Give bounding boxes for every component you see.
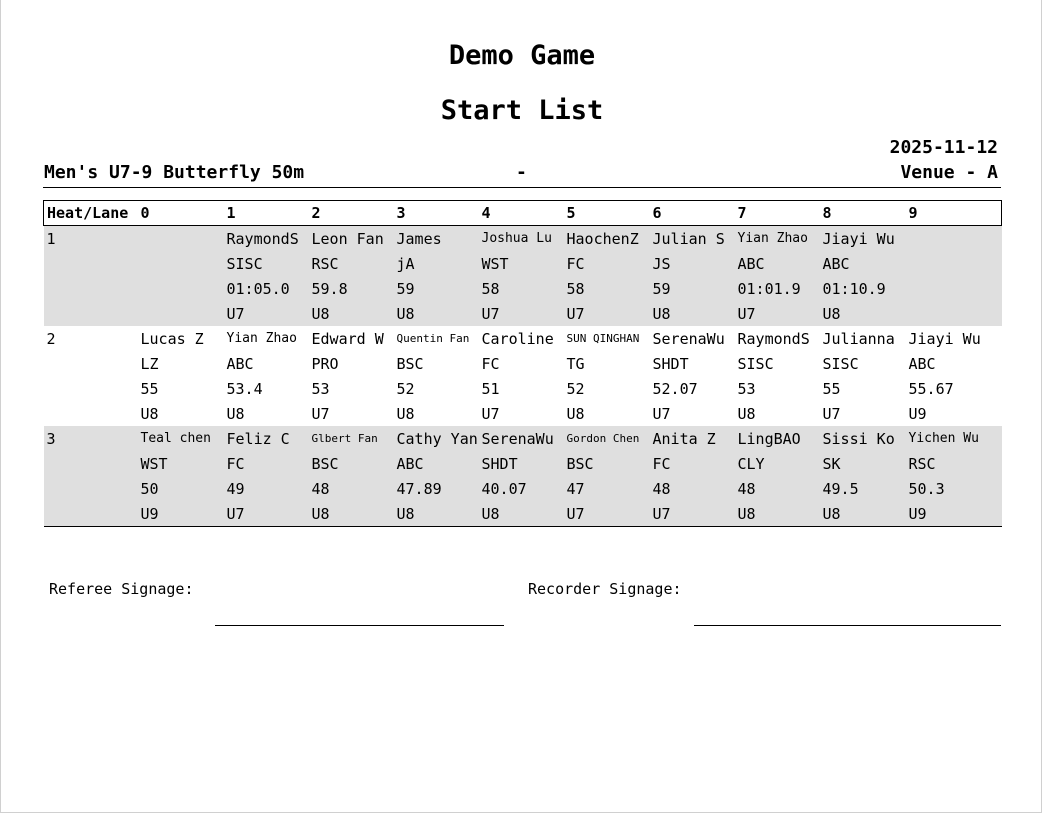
- age-group: U7: [564, 501, 650, 527]
- age-group: U9: [138, 501, 224, 527]
- entry-time: 53.4: [226, 379, 263, 398]
- swimmer-name: [906, 226, 1002, 252]
- heat-row: [44, 376, 1002, 401]
- age-group: U7: [481, 404, 500, 423]
- entry-time: 50: [138, 476, 224, 501]
- entry-time: 01:01.9: [735, 276, 820, 301]
- entry-time: 55: [140, 379, 159, 398]
- heat-number: 2: [46, 329, 56, 348]
- entry-time: 53: [311, 379, 330, 398]
- age-group: U7: [822, 404, 841, 423]
- age-group: U8: [394, 301, 479, 326]
- age-group: U8: [394, 501, 479, 527]
- age-group: [138, 301, 224, 326]
- swimmer-name: HaochenZ: [564, 226, 650, 252]
- game-title: Demo Game: [448, 40, 596, 71]
- club-code: SHDT: [652, 354, 689, 373]
- age-group: U8: [396, 404, 415, 423]
- swimmer-name: Yian Zhao: [735, 226, 820, 252]
- swimmer-name: Julianna: [822, 329, 895, 348]
- club-code: TG: [566, 354, 585, 373]
- column-header: 4: [479, 201, 564, 226]
- entry-time: 50.3: [906, 476, 1002, 501]
- swimmer-name: Edward W: [311, 329, 384, 348]
- swimmer-name: Jiayi Wu: [820, 226, 906, 252]
- age-group: U8: [737, 404, 756, 423]
- heat-row: [44, 251, 1002, 276]
- age-group: U8: [226, 404, 245, 423]
- age-group: U7: [650, 501, 735, 527]
- club-code: SISC: [224, 251, 309, 276]
- age-group: U7: [311, 404, 330, 423]
- heat-row: [44, 226, 1002, 252]
- club-code: FC: [481, 354, 500, 373]
- club-code: SK: [820, 451, 906, 476]
- heat-number: 1: [44, 226, 138, 252]
- club-code: CLY: [735, 451, 820, 476]
- club-code: FC: [650, 451, 735, 476]
- entry-time: 01:10.9: [820, 276, 906, 301]
- swimmer-name: Julian S: [650, 226, 735, 252]
- entry-time: 53: [737, 379, 756, 398]
- column-header: 0: [138, 201, 224, 226]
- age-group: U8: [650, 301, 735, 326]
- entry-time: 59: [650, 276, 735, 301]
- heat-cell: [44, 276, 138, 301]
- referee-signature-label: Referee Signage:: [49, 580, 194, 598]
- swimmer-name: James: [394, 226, 479, 252]
- age-group: U9: [906, 501, 1002, 527]
- heat-cell: [44, 376, 138, 401]
- event-venue: Venue - A: [900, 162, 998, 183]
- swimmer-name: Feliz C: [224, 426, 309, 451]
- column-header: 2: [309, 201, 394, 226]
- heat-row: [44, 326, 1002, 351]
- heat-cell: [44, 251, 138, 276]
- club-code: WST: [479, 251, 564, 276]
- heat-row: [44, 451, 1002, 476]
- swimmer-name: SerenaWu: [652, 329, 725, 348]
- start-list-table: [43, 200, 1002, 527]
- swimmer-name: LingBAO: [735, 426, 820, 451]
- swimmer-name: Sissi Ko: [820, 426, 906, 451]
- entry-time: 51: [481, 379, 500, 398]
- entry-time: 59.8: [309, 276, 394, 301]
- heat-row: [44, 501, 1002, 527]
- age-group: U8: [309, 301, 394, 326]
- club-code: BSC: [309, 451, 394, 476]
- swimmer-name: Cathy Yan: [394, 426, 479, 451]
- heat-row: [44, 351, 1002, 376]
- heat-cell: [44, 301, 138, 326]
- club-code: WST: [138, 451, 224, 476]
- club-code: FC: [224, 451, 309, 476]
- age-group: U8: [309, 501, 394, 527]
- age-group: U8: [735, 501, 820, 527]
- heat-cell: [44, 501, 138, 527]
- event-date: 2025-11-12: [889, 137, 998, 158]
- heat-row: [44, 426, 1002, 451]
- club-code: RSC: [309, 251, 394, 276]
- club-code: RSC: [906, 451, 1002, 476]
- swimmer-name: SerenaWu: [479, 426, 564, 451]
- swimmer-name: Lucas Z: [140, 329, 204, 348]
- heat-cell: [44, 476, 138, 501]
- column-header: 7: [735, 201, 820, 226]
- column-header: 1: [224, 201, 309, 226]
- club-code: ABC: [908, 354, 936, 373]
- club-code: PRO: [311, 354, 339, 373]
- age-group: U8: [820, 501, 906, 527]
- table-header-row: [44, 201, 1002, 226]
- age-group: U8: [820, 301, 906, 326]
- club-code: ABC: [226, 354, 254, 373]
- entry-time: 49: [224, 476, 309, 501]
- club-code: SISC: [737, 354, 774, 373]
- swimmer-name: Quentin Fan: [396, 332, 470, 345]
- entry-time: 59: [394, 276, 479, 301]
- entry-time: 52.07: [652, 379, 698, 398]
- column-header: Heat/Lane: [44, 201, 138, 226]
- club-code: ABC: [735, 251, 820, 276]
- event-separator: -: [516, 162, 527, 183]
- age-group: U8: [140, 404, 159, 423]
- club-code: ABC: [820, 251, 906, 276]
- header-divider: [43, 187, 1001, 188]
- age-group: U7: [564, 301, 650, 326]
- club-code: [138, 251, 224, 276]
- age-group: U9: [908, 404, 927, 423]
- club-code: SISC: [822, 354, 859, 373]
- column-header: 5: [564, 201, 650, 226]
- list-title: Start List: [440, 95, 604, 126]
- club-code: FC: [564, 251, 650, 276]
- entry-time: 49.5: [820, 476, 906, 501]
- age-group: U7: [224, 501, 309, 527]
- column-header: 3: [394, 201, 479, 226]
- heat-cell: [44, 451, 138, 476]
- recorder-signature-label: Recorder Signage:: [528, 580, 682, 598]
- entry-time: [906, 276, 1002, 301]
- club-code: [906, 251, 1002, 276]
- swimmer-name: RaymondS: [737, 329, 810, 348]
- swimmer-name: Leon Fan: [309, 226, 394, 252]
- swimmer-name: Jiayi Wu: [908, 329, 981, 348]
- entry-time: 58: [479, 276, 564, 301]
- heat-cell: [44, 401, 138, 426]
- entry-time: [138, 276, 224, 301]
- age-group: U7: [735, 301, 820, 326]
- swimmer-name: Joshua Lu: [479, 226, 564, 252]
- entry-time: 48: [309, 476, 394, 501]
- entry-time: 47.89: [394, 476, 479, 501]
- heat-row: [44, 476, 1002, 501]
- swimmer-name: Yichen Wu: [906, 426, 1002, 451]
- heat-cell: [44, 351, 138, 376]
- heat-row: [44, 401, 1002, 426]
- entry-time: 55.67: [908, 379, 954, 398]
- swimmer-name: Gordon Chen: [564, 426, 650, 451]
- club-code: ABC: [394, 451, 479, 476]
- age-group: U8: [479, 501, 564, 527]
- column-header: 6: [650, 201, 735, 226]
- club-code: BSC: [564, 451, 650, 476]
- club-code: BSC: [396, 354, 424, 373]
- column-header: 9: [906, 201, 1002, 226]
- entry-time: 58: [564, 276, 650, 301]
- swimmer-name: Caroline: [481, 329, 554, 348]
- age-group: U7: [479, 301, 564, 326]
- column-header: 8: [820, 201, 906, 226]
- entry-time: 55: [822, 379, 841, 398]
- entry-time: 40.07: [479, 476, 564, 501]
- age-group: U7: [652, 404, 671, 423]
- entry-time: 48: [735, 476, 820, 501]
- club-code: SHDT: [479, 451, 564, 476]
- club-code: LZ: [140, 354, 159, 373]
- age-group: U8: [566, 404, 585, 423]
- swimmer-name: Glbert Fan: [309, 426, 394, 451]
- age-group: U7: [224, 301, 309, 326]
- swimmer-name: Teal chen: [138, 426, 224, 451]
- entry-time: 48: [650, 476, 735, 501]
- club-code: JS: [650, 251, 735, 276]
- heat-number: 3: [44, 426, 138, 451]
- entry-time: 52: [396, 379, 415, 398]
- referee-signature-line: [215, 625, 504, 626]
- age-group: [906, 301, 1002, 326]
- entry-time: 47: [564, 476, 650, 501]
- swimmer-name: [138, 226, 224, 252]
- club-code: jA: [394, 251, 479, 276]
- swimmer-name: RaymondS: [224, 226, 309, 252]
- swimmer-name: Yian Zhao: [226, 331, 297, 346]
- recorder-signature-line: [694, 625, 1001, 626]
- event-name: Men's U7-9 Butterfly 50m: [44, 162, 305, 183]
- swimmer-name: Anita Z: [650, 426, 735, 451]
- heat-row: [44, 276, 1002, 301]
- heat-row: [44, 301, 1002, 326]
- entry-time: 52: [566, 379, 585, 398]
- swimmer-name: SUN QINGHAN: [566, 332, 640, 345]
- entry-time: 01:05.0: [224, 276, 309, 301]
